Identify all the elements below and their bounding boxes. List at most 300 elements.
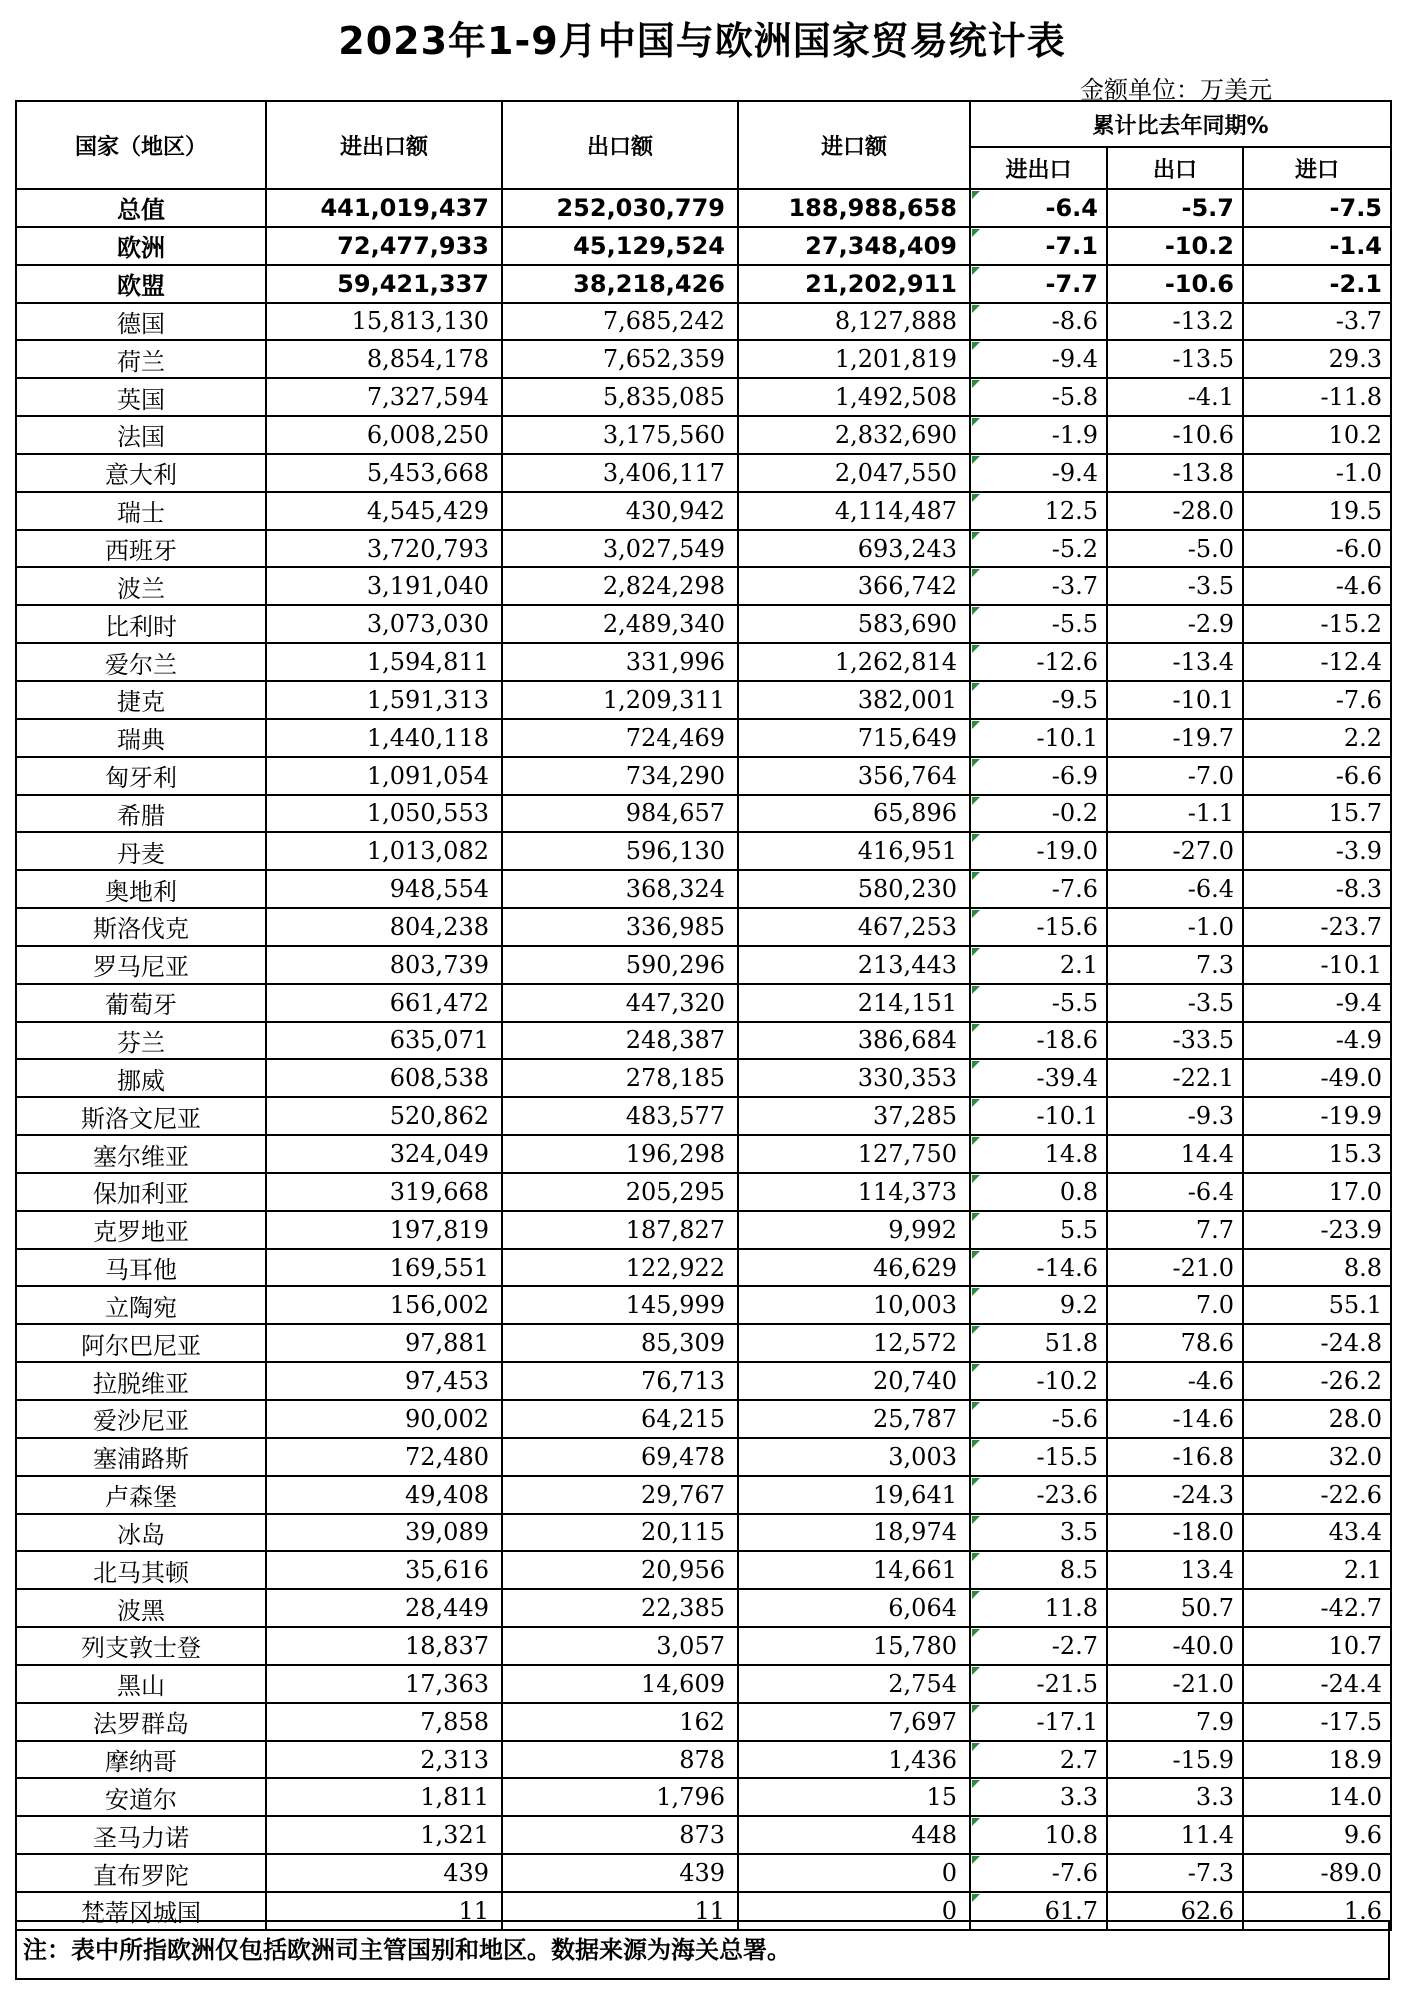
total-cell: 1,594,811 <box>266 643 502 681</box>
export-cell: 590,296 <box>502 946 738 984</box>
table-row <box>16 681 1391 719</box>
export-cell: 278,185 <box>502 1059 738 1097</box>
header-growth-group: 累计比去年同期% <box>970 101 1391 147</box>
import-cell: 15 <box>738 1778 970 1816</box>
total-cell: 1,091,054 <box>266 757 502 795</box>
import-cell: 2,832,690 <box>738 416 970 454</box>
country-cell: 英国 <box>16 378 266 416</box>
total-cell: 97,453 <box>266 1362 502 1400</box>
import-cell: 448 <box>738 1816 970 1854</box>
growth-export-cell: -13.2 <box>1107 303 1243 341</box>
table-row <box>16 1551 1391 1589</box>
header-import: 进口额 <box>738 101 970 189</box>
growth-import-cell: 1.6 <box>1243 1892 1391 1930</box>
country-cell: 拉脱维亚 <box>16 1362 266 1400</box>
country-cell: 法国 <box>16 416 266 454</box>
growth-export-cell: 7.7 <box>1107 1211 1243 1249</box>
growth-total-cell: 10.8 <box>970 1816 1107 1854</box>
growth-export-cell: -16.8 <box>1107 1438 1243 1476</box>
total-cell: 1,050,553 <box>266 795 502 833</box>
growth-export-cell: -28.0 <box>1107 492 1243 530</box>
export-cell: 187,827 <box>502 1211 738 1249</box>
export-cell: 878 <box>502 1741 738 1779</box>
table-row <box>16 454 1391 492</box>
growth-export-cell: -1.1 <box>1107 795 1243 833</box>
growth-import-cell: 43.4 <box>1243 1514 1391 1552</box>
export-cell: 439 <box>502 1854 738 1892</box>
growth-import-cell: -3.7 <box>1243 303 1391 341</box>
total-cell: 635,071 <box>266 1022 502 1060</box>
growth-total-cell: -5.6 <box>970 1400 1107 1438</box>
growth-import-cell: 55.1 <box>1243 1286 1391 1324</box>
export-cell: 3,057 <box>502 1627 738 1665</box>
growth-import-cell: 17.0 <box>1243 1173 1391 1211</box>
export-cell: 20,956 <box>502 1551 738 1589</box>
growth-total-cell: 8.5 <box>970 1551 1107 1589</box>
export-cell: 596,130 <box>502 832 738 870</box>
import-cell: 20,740 <box>738 1362 970 1400</box>
growth-import-cell: -3.9 <box>1243 832 1391 870</box>
export-cell: 20,115 <box>502 1514 738 1552</box>
country-cell: 丹麦 <box>16 832 266 870</box>
export-cell: 64,215 <box>502 1400 738 1438</box>
import-cell: 386,684 <box>738 1022 970 1060</box>
total-cell: 169,551 <box>266 1249 502 1287</box>
import-cell: 416,951 <box>738 832 970 870</box>
growth-export-cell: -3.5 <box>1107 567 1243 605</box>
growth-export-cell: -10.6 <box>1107 265 1243 303</box>
table-row <box>16 1438 1391 1476</box>
export-cell: 162 <box>502 1703 738 1741</box>
country-cell: 葡萄牙 <box>16 984 266 1022</box>
export-cell: 336,985 <box>502 908 738 946</box>
country-cell: 芬兰 <box>16 1022 266 1060</box>
import-cell: 6,064 <box>738 1589 970 1627</box>
growth-export-cell: 7.9 <box>1107 1703 1243 1741</box>
growth-total-cell: 12.5 <box>970 492 1107 530</box>
growth-total-cell: -9.4 <box>970 454 1107 492</box>
country-cell: 克罗地亚 <box>16 1211 266 1249</box>
table-row <box>16 378 1391 416</box>
total-cell: 90,002 <box>266 1400 502 1438</box>
table-row <box>16 1665 1391 1703</box>
growth-import-cell: -19.9 <box>1243 1097 1391 1135</box>
growth-export-cell: -3.5 <box>1107 984 1243 1022</box>
country-cell: 奥地利 <box>16 870 266 908</box>
growth-export-cell: -13.5 <box>1107 340 1243 378</box>
import-cell: 2,754 <box>738 1665 970 1703</box>
growth-import-cell: -4.6 <box>1243 567 1391 605</box>
total-cell: 35,616 <box>266 1551 502 1589</box>
country-cell: 匈牙利 <box>16 757 266 795</box>
growth-total-cell: -5.5 <box>970 984 1107 1022</box>
growth-total-cell: -2.7 <box>970 1627 1107 1665</box>
export-cell: 22,385 <box>502 1589 738 1627</box>
export-cell: 483,577 <box>502 1097 738 1135</box>
export-cell: 76,713 <box>502 1362 738 1400</box>
country-cell: 荷兰 <box>16 340 266 378</box>
import-cell: 213,443 <box>738 946 970 984</box>
growth-export-cell: -15.9 <box>1107 1741 1243 1779</box>
import-cell: 21,202,911 <box>738 265 970 303</box>
growth-export-cell: -18.0 <box>1107 1514 1243 1552</box>
total-cell: 608,538 <box>266 1059 502 1097</box>
growth-import-cell: 15.7 <box>1243 795 1391 833</box>
growth-total-cell: -9.5 <box>970 681 1107 719</box>
country-cell: 瑞士 <box>16 492 266 530</box>
header-export: 出口额 <box>502 101 738 189</box>
table-row <box>16 340 1391 378</box>
country-cell: 斯洛伐克 <box>16 908 266 946</box>
table-row <box>16 1741 1391 1779</box>
growth-total-cell: 5.5 <box>970 1211 1107 1249</box>
growth-total-cell: -7.6 <box>970 1854 1107 1892</box>
table-row <box>16 303 1391 341</box>
growth-import-cell: -15.2 <box>1243 605 1391 643</box>
growth-total-cell: -5.2 <box>970 530 1107 568</box>
total-cell: 3,073,030 <box>266 605 502 643</box>
import-cell: 583,690 <box>738 605 970 643</box>
table-row <box>16 1476 1391 1514</box>
total-cell: 1,591,313 <box>266 681 502 719</box>
growth-export-cell: -6.4 <box>1107 1173 1243 1211</box>
table-row <box>16 416 1391 454</box>
table-row <box>16 1324 1391 1362</box>
total-cell: 1,013,082 <box>266 832 502 870</box>
table-row <box>16 605 1391 643</box>
total-cell: 439 <box>266 1854 502 1892</box>
growth-import-cell: -9.4 <box>1243 984 1391 1022</box>
total-cell: 49,408 <box>266 1476 502 1514</box>
total-cell: 156,002 <box>266 1286 502 1324</box>
growth-export-cell: -19.7 <box>1107 719 1243 757</box>
export-cell: 447,320 <box>502 984 738 1022</box>
growth-export-cell: -5.7 <box>1107 189 1243 227</box>
growth-import-cell: -17.5 <box>1243 1703 1391 1741</box>
growth-export-cell: -40.0 <box>1107 1627 1243 1665</box>
total-cell: 11 <box>266 1892 502 1930</box>
total-cell: 1,440,118 <box>266 719 502 757</box>
import-cell: 382,001 <box>738 681 970 719</box>
table-row <box>16 492 1391 530</box>
growth-export-cell: 3.3 <box>1107 1778 1243 1816</box>
growth-export-cell: -33.5 <box>1107 1022 1243 1060</box>
growth-import-cell: 15.3 <box>1243 1135 1391 1173</box>
export-cell: 196,298 <box>502 1135 738 1173</box>
growth-total-cell: -12.6 <box>970 643 1107 681</box>
export-cell: 368,324 <box>502 870 738 908</box>
total-cell: 520,862 <box>266 1097 502 1135</box>
header-country: 国家（地区） <box>16 101 266 189</box>
export-cell: 11 <box>502 1892 738 1930</box>
country-cell: 黑山 <box>16 1665 266 1703</box>
country-cell: 德国 <box>16 303 266 341</box>
growth-export-cell: 7.3 <box>1107 946 1243 984</box>
import-cell: 9,992 <box>738 1211 970 1249</box>
import-cell: 330,353 <box>738 1059 970 1097</box>
table-row <box>16 265 1391 303</box>
growth-total-cell: -5.5 <box>970 605 1107 643</box>
growth-export-cell: -5.0 <box>1107 530 1243 568</box>
export-cell: 5,835,085 <box>502 378 738 416</box>
table-row <box>16 1778 1391 1816</box>
export-cell: 331,996 <box>502 643 738 681</box>
country-cell: 希腊 <box>16 795 266 833</box>
import-cell: 1,436 <box>738 1741 970 1779</box>
table-row <box>16 984 1391 1022</box>
table-row <box>16 832 1391 870</box>
import-cell: 467,253 <box>738 908 970 946</box>
country-cell: 欧盟 <box>16 265 266 303</box>
table-row <box>16 1703 1391 1741</box>
country-cell: 塞浦路斯 <box>16 1438 266 1476</box>
table-row <box>16 1097 1391 1135</box>
growth-total-cell: 2.7 <box>970 1741 1107 1779</box>
country-cell: 摩纳哥 <box>16 1741 266 1779</box>
table-row <box>16 1400 1391 1438</box>
total-cell: 5,453,668 <box>266 454 502 492</box>
import-cell: 4,114,487 <box>738 492 970 530</box>
total-cell: 7,327,594 <box>266 378 502 416</box>
export-cell: 69,478 <box>502 1438 738 1476</box>
total-cell: 661,472 <box>266 984 502 1022</box>
growth-export-cell: -13.8 <box>1107 454 1243 492</box>
growth-total-cell: -15.5 <box>970 1438 1107 1476</box>
unit-label: 金额单位：万美元 <box>1080 76 1272 104</box>
growth-import-cell: -24.4 <box>1243 1665 1391 1703</box>
table-row <box>16 1211 1391 1249</box>
growth-export-cell: -10.1 <box>1107 681 1243 719</box>
export-cell: 873 <box>502 1816 738 1854</box>
growth-export-cell: 50.7 <box>1107 1589 1243 1627</box>
export-cell: 248,387 <box>502 1022 738 1060</box>
growth-total-cell: -15.6 <box>970 908 1107 946</box>
table-row <box>16 189 1391 227</box>
total-cell: 441,019,437 <box>266 189 502 227</box>
growth-total-cell: -39.4 <box>970 1059 1107 1097</box>
total-cell: 804,238 <box>266 908 502 946</box>
growth-export-cell: -21.0 <box>1107 1249 1243 1287</box>
growth-total-cell: -14.6 <box>970 1249 1107 1287</box>
growth-import-cell: 19.5 <box>1243 492 1391 530</box>
total-cell: 4,545,429 <box>266 492 502 530</box>
import-cell: 2,047,550 <box>738 454 970 492</box>
growth-export-cell: -9.3 <box>1107 1097 1243 1135</box>
total-cell: 1,321 <box>266 1816 502 1854</box>
export-cell: 1,796 <box>502 1778 738 1816</box>
growth-total-cell: -17.1 <box>970 1703 1107 1741</box>
import-cell: 14,661 <box>738 1551 970 1589</box>
growth-import-cell: 2.2 <box>1243 719 1391 757</box>
export-cell: 38,218,426 <box>502 265 738 303</box>
import-cell: 19,641 <box>738 1476 970 1514</box>
table-row <box>16 1854 1391 1892</box>
table-row <box>16 1589 1391 1627</box>
growth-import-cell: -6.0 <box>1243 530 1391 568</box>
growth-export-cell: 7.0 <box>1107 1286 1243 1324</box>
import-cell: 18,974 <box>738 1514 970 1552</box>
growth-import-cell: 14.0 <box>1243 1778 1391 1816</box>
import-cell: 0 <box>738 1854 970 1892</box>
header-growth-import: 进口 <box>1243 147 1391 189</box>
export-cell: 430,942 <box>502 492 738 530</box>
country-cell: 冰岛 <box>16 1514 266 1552</box>
growth-export-cell: -4.6 <box>1107 1362 1243 1400</box>
table-row <box>16 1059 1391 1097</box>
growth-export-cell: -2.9 <box>1107 605 1243 643</box>
table-row <box>16 1249 1391 1287</box>
growth-export-cell: 11.4 <box>1107 1816 1243 1854</box>
growth-total-cell: -6.9 <box>970 757 1107 795</box>
country-cell: 比利时 <box>16 605 266 643</box>
growth-total-cell: -10.1 <box>970 719 1107 757</box>
growth-total-cell: -6.4 <box>970 189 1107 227</box>
growth-export-cell: 14.4 <box>1107 1135 1243 1173</box>
growth-import-cell: 10.7 <box>1243 1627 1391 1665</box>
country-cell: 立陶宛 <box>16 1286 266 1324</box>
growth-import-cell: -23.7 <box>1243 908 1391 946</box>
import-cell: 3,003 <box>738 1438 970 1476</box>
growth-export-cell: -14.6 <box>1107 1400 1243 1438</box>
export-cell: 3,175,560 <box>502 416 738 454</box>
country-cell: 列支敦士登 <box>16 1627 266 1665</box>
growth-import-cell: 28.0 <box>1243 1400 1391 1438</box>
growth-total-cell: -10.1 <box>970 1097 1107 1135</box>
country-cell: 意大利 <box>16 454 266 492</box>
table-row <box>16 1627 1391 1665</box>
country-cell: 欧洲 <box>16 227 266 265</box>
total-cell: 324,049 <box>266 1135 502 1173</box>
total-cell: 39,089 <box>266 1514 502 1552</box>
header-growth-export: 出口 <box>1107 147 1243 189</box>
country-cell: 阿尔巴尼亚 <box>16 1324 266 1362</box>
import-cell: 214,151 <box>738 984 970 1022</box>
total-cell: 59,421,337 <box>266 265 502 303</box>
growth-total-cell: -10.2 <box>970 1362 1107 1400</box>
import-cell: 580,230 <box>738 870 970 908</box>
growth-import-cell: 29.3 <box>1243 340 1391 378</box>
import-cell: 10,003 <box>738 1286 970 1324</box>
growth-import-cell: -7.6 <box>1243 681 1391 719</box>
total-cell: 1,811 <box>266 1778 502 1816</box>
export-cell: 29,767 <box>502 1476 738 1514</box>
country-cell: 北马其顿 <box>16 1551 266 1589</box>
import-cell: 188,988,658 <box>738 189 970 227</box>
growth-import-cell: 2.1 <box>1243 1551 1391 1589</box>
growth-total-cell: -21.5 <box>970 1665 1107 1703</box>
import-cell: 46,629 <box>738 1249 970 1287</box>
growth-export-cell: -22.1 <box>1107 1059 1243 1097</box>
total-cell: 319,668 <box>266 1173 502 1211</box>
table-row <box>16 530 1391 568</box>
growth-export-cell: -7.0 <box>1107 757 1243 795</box>
country-cell: 斯洛文尼亚 <box>16 1097 266 1135</box>
growth-import-cell: -1.0 <box>1243 454 1391 492</box>
growth-total-cell: -8.6 <box>970 303 1107 341</box>
trade-table <box>15 100 1392 1931</box>
import-cell: 7,697 <box>738 1703 970 1741</box>
growth-total-cell: -0.2 <box>970 795 1107 833</box>
country-cell: 塞尔维亚 <box>16 1135 266 1173</box>
export-cell: 205,295 <box>502 1173 738 1211</box>
country-cell: 圣马力诺 <box>16 1816 266 1854</box>
export-cell: 724,469 <box>502 719 738 757</box>
table-row <box>16 870 1391 908</box>
table-row <box>16 1286 1391 1324</box>
growth-import-cell: -1.4 <box>1243 227 1391 265</box>
country-cell: 直布罗陀 <box>16 1854 266 1892</box>
growth-total-cell: 3.5 <box>970 1514 1107 1552</box>
export-cell: 3,406,117 <box>502 454 738 492</box>
growth-total-cell: 61.7 <box>970 1892 1107 1930</box>
table-row <box>16 1135 1391 1173</box>
growth-total-cell: -7.7 <box>970 265 1107 303</box>
growth-import-cell: -8.3 <box>1243 870 1391 908</box>
growth-total-cell: -7.6 <box>970 870 1107 908</box>
growth-export-cell: -4.1 <box>1107 378 1243 416</box>
growth-import-cell: 8.8 <box>1243 1249 1391 1287</box>
import-cell: 127,750 <box>738 1135 970 1173</box>
country-cell: 爱沙尼亚 <box>16 1400 266 1438</box>
total-cell: 8,854,178 <box>266 340 502 378</box>
table-row <box>16 1816 1391 1854</box>
growth-export-cell: -6.4 <box>1107 870 1243 908</box>
growth-import-cell: -6.6 <box>1243 757 1391 795</box>
import-cell: 8,127,888 <box>738 303 970 341</box>
total-cell: 28,449 <box>266 1589 502 1627</box>
country-cell: 安道尔 <box>16 1778 266 1816</box>
import-cell: 715,649 <box>738 719 970 757</box>
growth-total-cell: -23.6 <box>970 1476 1107 1514</box>
export-cell: 85,309 <box>502 1324 738 1362</box>
growth-import-cell: -24.8 <box>1243 1324 1391 1362</box>
growth-total-cell: -3.7 <box>970 567 1107 605</box>
import-cell: 1,262,814 <box>738 643 970 681</box>
growth-total-cell: 9.2 <box>970 1286 1107 1324</box>
country-cell: 西班牙 <box>16 530 266 568</box>
import-cell: 25,787 <box>738 1400 970 1438</box>
growth-import-cell: -4.9 <box>1243 1022 1391 1060</box>
growth-total-cell: 0.8 <box>970 1173 1107 1211</box>
growth-import-cell: 10.2 <box>1243 416 1391 454</box>
country-cell: 卢森堡 <box>16 1476 266 1514</box>
growth-total-cell: 3.3 <box>970 1778 1107 1816</box>
import-cell: 1,492,508 <box>738 378 970 416</box>
header-total: 进出口额 <box>266 101 502 189</box>
total-cell: 3,720,793 <box>266 530 502 568</box>
export-cell: 984,657 <box>502 795 738 833</box>
export-cell: 122,922 <box>502 1249 738 1287</box>
growth-total-cell: 11.8 <box>970 1589 1107 1627</box>
export-cell: 2,824,298 <box>502 567 738 605</box>
growth-total-cell: 51.8 <box>970 1324 1107 1362</box>
growth-export-cell: -10.2 <box>1107 227 1243 265</box>
growth-import-cell: -49.0 <box>1243 1059 1391 1097</box>
growth-import-cell: 32.0 <box>1243 1438 1391 1476</box>
import-cell: 65,896 <box>738 795 970 833</box>
import-cell: 37,285 <box>738 1097 970 1135</box>
growth-total-cell: -19.0 <box>970 832 1107 870</box>
growth-total-cell: 2.1 <box>970 946 1107 984</box>
growth-import-cell: -12.4 <box>1243 643 1391 681</box>
export-cell: 2,489,340 <box>502 605 738 643</box>
country-cell: 罗马尼亚 <box>16 946 266 984</box>
export-cell: 45,129,524 <box>502 227 738 265</box>
growth-export-cell: -10.6 <box>1107 416 1243 454</box>
export-cell: 145,999 <box>502 1286 738 1324</box>
header-growth-total: 进出口 <box>970 147 1107 189</box>
country-cell: 挪威 <box>16 1059 266 1097</box>
